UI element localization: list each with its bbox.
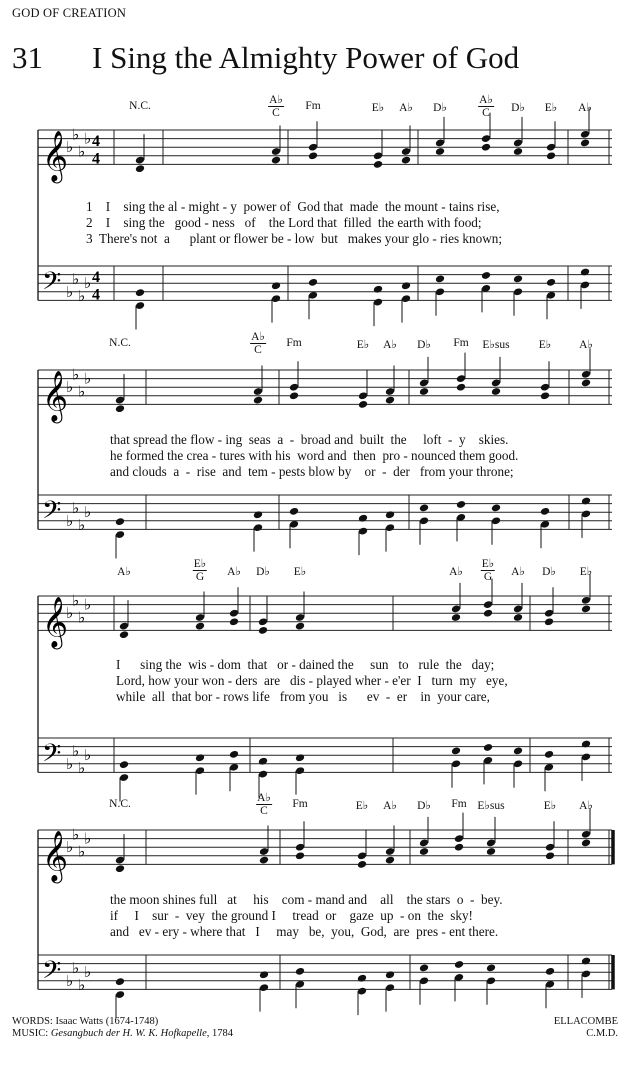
bass-clef: 𝄢 [42,266,62,302]
chord-symbol: E♭ [538,339,552,351]
note-head [580,138,590,147]
note-head [481,271,491,280]
chord-symbol: N.C. [109,798,131,810]
note-head [419,503,429,512]
key-flat: ♭ [78,976,86,995]
tune-info [554,1016,618,1040]
chord-symbol: E♭sus [477,800,505,812]
note-head [513,613,523,622]
music-credit-prefix: MUSIC: [12,1028,51,1039]
chord-root: E♭ [193,558,207,570]
chord-symbol: D♭ [433,102,447,114]
staff-lines [38,125,613,994]
key-flat: ♭ [72,741,80,760]
note-head [486,847,496,856]
chord-symbol: D♭ [256,566,270,578]
tune-name: ELLACOMBE [553,1016,618,1027]
note-head [451,613,461,622]
note-head [195,622,205,631]
key-flat: ♭ [78,382,86,401]
note-head [486,963,496,972]
note-head [513,746,523,755]
note-head [581,957,591,966]
key-flat: ♭ [84,963,92,982]
key-flat: ♭ [84,274,92,293]
note-head [419,387,429,396]
chord-symbol: E♭ [293,566,307,578]
lyric-line: while all that bor - rows life from you is ev - er in your care, [116,689,490,704]
note-head [253,396,263,405]
note-head [289,507,299,516]
tune-meter: C.M.D. [586,1028,618,1039]
chord-root: E♭ [481,558,495,570]
lyric-line: 3 There's not a plant or flower be - low but makes your glo - ries known; [86,231,502,246]
key-flat: ♭ [72,365,80,384]
chord-symbol: A♭ [383,339,397,351]
key-flat: ♭ [66,511,74,530]
note-head [295,622,305,631]
chord-symbol: N.C. [109,337,131,349]
chord-symbol [256,792,272,817]
note-head [491,503,501,512]
note-head [195,753,205,762]
chord-symbol: A♭ [579,800,593,812]
note-head [483,743,493,752]
lyric-line: if I sur - vey the ground I tread or gaze up - on the sky! [110,908,473,923]
chord-bass: G [483,571,493,583]
note-head [401,281,411,290]
note-head [419,963,429,972]
note-head [540,507,550,516]
key-flat: ♭ [78,842,86,861]
note-head [385,396,395,405]
note-head [385,970,395,979]
note-head [419,847,429,856]
note-head [119,760,129,769]
note-head [115,404,125,413]
key-flat: ♭ [72,825,80,844]
chord-bass: C [254,344,262,356]
key-flat: ♭ [72,958,80,977]
note-head [308,278,318,287]
note-head [135,288,145,297]
bass-clef: 𝄢 [42,738,62,774]
chord-symbol: Fm [451,798,467,810]
key-flat: ♭ [66,838,74,857]
key-flat: ♭ [66,604,74,623]
lyric-line: and clouds a - rise and tem - pests blow by or - der from your throne; [110,464,514,479]
note-head [259,970,269,979]
note-head [253,510,263,519]
note-head [581,838,591,847]
chord-bass: C [482,107,490,119]
treble-clef: 𝄞 [42,830,69,882]
chord-symbol: A♭ [449,566,463,578]
treble-clef: 𝄞 [42,130,69,182]
chord-bass: G [195,571,205,583]
chord-symbol: A♭ [117,566,131,578]
music-credit-year: , 1784 [206,1028,233,1039]
note-head [229,750,239,759]
chord-symbol: A♭ [579,339,593,351]
note-head [135,164,145,173]
key-flat: ♭ [78,287,86,306]
words-credit: WORDS: Isaac Watts (1674-1748) [12,1016,159,1027]
note-head [435,147,445,156]
note-head [115,977,125,986]
note-head [289,391,299,400]
note-head [358,400,368,409]
note-head [546,151,556,160]
note-head [308,151,318,160]
key-flat: ♭ [78,516,86,535]
note-head [271,281,281,290]
note-head [454,843,464,852]
note-head [229,617,239,626]
note-head [451,746,461,755]
note-head [115,864,125,873]
chord-bass: C [272,107,280,119]
chord-symbol [481,558,495,583]
key-flat: ♭ [84,829,92,848]
note-head [545,851,555,860]
key-flat: ♭ [84,129,92,148]
chord-symbol: A♭ [511,566,525,578]
note-head [483,609,493,618]
chord-symbol: A♭ [227,566,241,578]
chord-symbol: E♭sus [482,339,510,351]
music-credit [12,1028,233,1040]
note-head [545,967,555,976]
note-head [456,500,466,509]
key-flat: ♭ [66,754,74,773]
time-signature-top: 4 [92,133,100,151]
key-flat: ♭ [78,759,86,778]
chord-symbol: A♭ [399,102,413,114]
lyric-line: 1 I sing the al - might - y power of God that made the mount - tains rise, [86,199,500,214]
hymn-title: I Sing the Almighty Power of God [92,40,520,75]
chord-symbol: D♭ [542,566,556,578]
chord-root: A♭ [479,94,493,106]
time-signature-top: 4 [92,269,100,287]
note-head [456,383,466,392]
chord-symbol: Fm [292,798,308,810]
key-flat: ♭ [66,138,74,157]
chord-symbol: N.C. [129,100,151,112]
bass-clef: 𝄢 [42,955,62,991]
note-head [491,387,501,396]
music-credit-source: Gesangbuch der H. W. K. Hofkapelle [50,1028,207,1039]
chord-symbol: Fm [453,337,469,349]
note-head [544,750,554,759]
note-head [258,757,268,766]
key-flat: ♭ [84,369,92,388]
category-heading: GOD OF CREATION [12,6,127,20]
key-flat: ♭ [84,595,92,614]
note-head [357,860,367,869]
treble-clef: 𝄞 [42,370,69,422]
note-head [385,856,395,865]
note-head [580,268,590,277]
chord-root: A♭ [251,331,265,343]
lyric-line: the moon shines full at his com - mand and all the stars o - bey. [110,892,503,907]
chord-symbol: D♭ [511,102,525,114]
chord-symbol [268,94,284,119]
lyric-line: that spread the flow - ing seas a - broad and built the loft - y skies. [110,432,509,447]
key-flat: ♭ [72,125,80,144]
chord-root: A♭ [269,94,283,106]
key-flat: ♭ [78,608,86,627]
time-signature-bottom: 4 [92,150,100,168]
note-head [481,143,491,152]
note-head [119,630,129,639]
hymn-number: 31 [12,40,43,75]
key-flat: ♭ [72,498,80,517]
chord-symbol: E♭ [356,339,370,351]
note-head [385,510,395,519]
chord-symbol: A♭ [578,102,592,114]
key-flat: ♭ [66,378,74,397]
chord-symbol: E♭ [544,102,558,114]
note-head [546,278,556,287]
chord-symbol: A♭ [383,800,397,812]
chord-bass: C [260,805,268,817]
note-head [513,147,523,156]
note-head [540,391,550,400]
bass-clef: 𝄢 [42,495,62,531]
key-flat: ♭ [66,282,74,301]
note-head [435,274,445,283]
chord-symbol: Fm [305,100,321,112]
note-head [373,285,383,294]
note-head [357,974,367,983]
note-head [581,604,591,613]
chord-root: A♭ [257,792,271,804]
note-head [295,753,305,762]
key-flat: ♭ [66,971,74,990]
chord-symbol [250,331,266,356]
note-head [544,617,554,626]
note-head [271,156,281,165]
note-head [401,156,411,165]
time-signature-bottom: 4 [92,286,100,304]
key-flat: ♭ [72,269,80,288]
key-flat: ♭ [84,746,92,765]
lyric-line: and ev - ery - where that I may be, you, God, are pres - ent there. [110,924,499,939]
note-head [295,851,305,860]
lyric-line: he formed the crea - tures with his word and then pro - nounced them good. [110,448,519,463]
chord-symbol [193,558,207,583]
chord-symbol: D♭ [417,339,431,351]
treble-clef: 𝄞 [42,596,69,648]
chord-symbol: D♭ [417,800,431,812]
note-head [115,517,125,526]
key-flat: ♭ [72,591,80,610]
credits [12,1016,233,1040]
note-head [295,967,305,976]
chord-symbol: Fm [286,337,302,349]
chord-symbol: E♭ [543,800,557,812]
chord-symbol: E♭ [355,800,369,812]
note-head [581,378,591,387]
chord-symbol [478,94,494,119]
note-head [373,160,383,169]
chord-symbol: E♭ [579,566,593,578]
note-head [513,274,523,283]
note-head [358,514,368,523]
note-head [454,960,464,969]
chord-symbol: E♭ [371,102,385,114]
note-head [258,626,268,635]
note-head [581,497,591,506]
note-head [581,740,591,749]
lyric-line: I sing the wis - dom that or - dained the sun to rule the day; [116,657,495,672]
key-flat: ♭ [78,142,86,161]
lyric-line: Lord, how your won - ders are dis - played wher - e'er I turn my eye, [116,673,508,688]
note-head [259,856,269,865]
lyric-line: 2 I sing the good - ness of the Lord that filled the earth with food; [86,215,482,230]
key-flat: ♭ [84,503,92,522]
